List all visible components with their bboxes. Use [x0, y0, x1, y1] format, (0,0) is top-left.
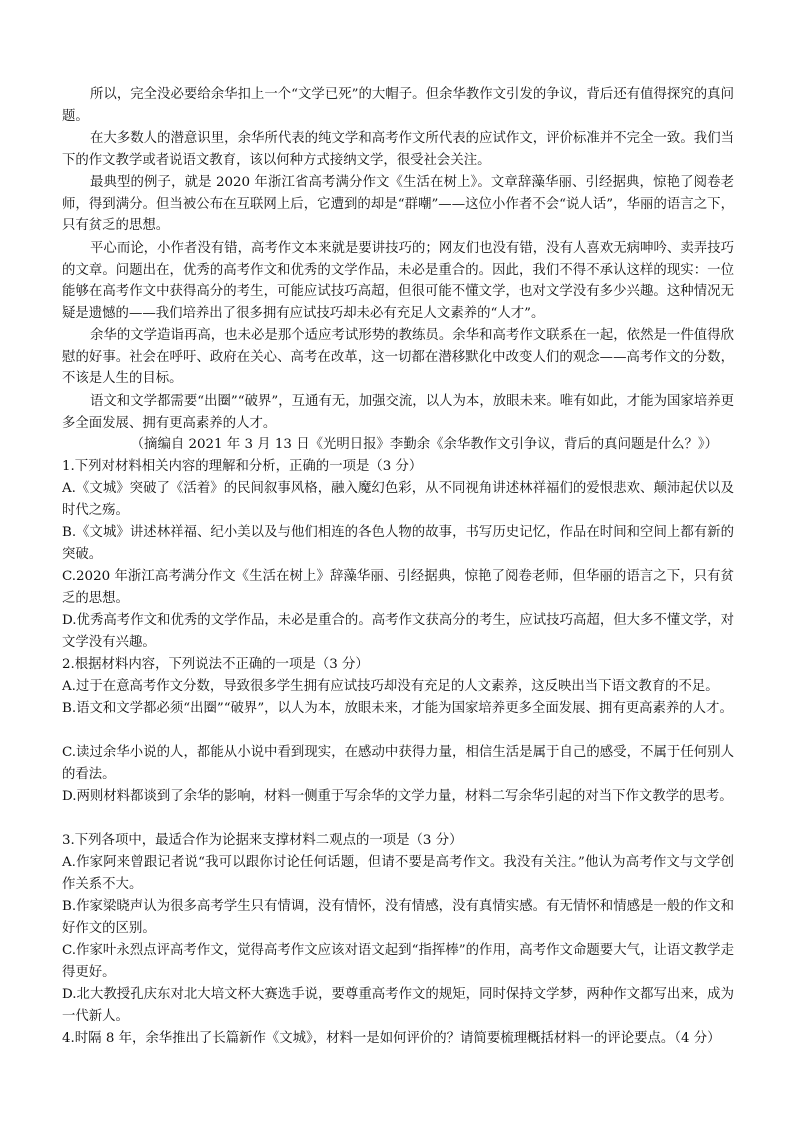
passage-paragraph-2: 在大多数人的潜意识里，余华所代表的纯文学和高考作文所代表的应试作文，评价标准并不完全一致。我们当下的作文教学或者说语文教育，该以何种方式接纳文学，很受社会关注。	[62, 131, 734, 168]
question-2-stem: 2.根据材料内容，下列说法不正确的一项是（3 分）	[62, 657, 369, 672]
question-2-option-a: A.过于在意高考作文分数，导致很多学生拥有应试技巧却没有充足的人文素养，这反映出当下语文教育的不足。	[62, 679, 719, 694]
question-1-option-a: A.《文城》突破了《活着》的民间叙事风格，融入魔幻色彩，从不同视角讲述林祥福们的爱恨悲欢、颠沛起伏以及时代之殇。	[62, 481, 734, 518]
source-citation: （摘编自 2021 年 3 月 13 日《光明日报》李勤余《余华教作文引争议，背后的真问题是什么？》）	[130, 437, 718, 452]
question-3-option-a: A.作家阿来曾跟记者说“我可以跟你讨论任何话题，但请不要是高考作文。我没有关注。”他认为高考作文与文学创作关系不大。	[62, 855, 734, 892]
question-3-option-d: D.北大教授孔庆东对北大培文杯大赛选手说，要尊重高考作文的规矩，同时保持文学梦，两种作文都写出来，成为一代新人。	[62, 987, 734, 1024]
question-4-stem: 4.时隔 8 年，余华推出了长篇新作《文城》，材料一是如何评价的？请简要梳理概括材料一的评论要点。（4 分）	[62, 1031, 721, 1046]
passage-paragraph-3: 最典型的例子，就是 2020 年浙江省高考满分作文《生活在树上》。文章辞藻华丽、引经据典，惊艳了阅卷老师，得到满分。但当被公布在互联网上后，它遭到的却是“群嘲”——这位小作者不会“说人话”，华丽的语言之下，只有贫乏的思想。	[62, 175, 734, 234]
question-1-stem: 1.下列对材料相关内容的理解和分析，正确的一项是（3 分）	[62, 459, 423, 474]
question-1-option-d: D.优秀高考作文和优秀的文学作品，未必是重合的。高考作文获高分的考生，应试技巧高超，但大多不懂文学，对文学没有兴趣。	[62, 613, 734, 650]
question-2-option-b: B.语文和文学都必须“出圈”“破界”，以人为本，放眼未来，才能为国家培养更多全面发展、拥有更高素养的人才。	[62, 701, 733, 716]
passage-paragraph-4: 平心而论，小作者没有错，高考作文本来就是要讲技巧的；网友们也没有错，没有人喜欢无病呻吟、卖弄技巧的文章。问题出在，优秀的高考作文和优秀的文学作品，未必是重合的。因此，我们不得不承认这样的现实：一位能够在高考作文中获得高分的考生，可能应试技巧高超，但很可能不懂文学，也对文学没有多少兴趣。这种情况无疑是遗憾的——我们培养出了很多拥有应试技巧却未必有充足人文素养的“人才”。	[62, 241, 734, 321]
question-3-option-c: C.作家叶永烈点评高考作文，觉得高考作文应该对语文起到“指挥棒”的作用，高考作文命题要大气，让语文教学走得更好。	[62, 943, 734, 980]
question-2-option-c: C.读过余华小说的人，都能从小说中看到现实，在感动中获得力量，相信生活是属于自己的感受，不属于任何别人的看法。	[62, 745, 734, 782]
question-3-stem: 3.下列各项中，最适合作为论据来支撑材料二观点的一项是（3 分）	[62, 833, 463, 848]
question-1-option-c: C.2020 年浙江高考满分作文《生活在树上》辞藻华丽、引经据典，惊艳了阅卷老师，但华丽的语言之下，只有贫乏的思想。	[62, 569, 734, 606]
question-3-option-b: B.作家梁晓声认为很多高考学生只有情调，没有情怀，没有情感，没有真情实感。有无情怀和情感是一般的作文和好作文的区别。	[62, 899, 734, 936]
question-1-option-b: B.《文城》讲述林祥福、纪小美以及与他们相连的各色人物的故事，书写历史记忆，作品在时间和空间上都有新的突破。	[62, 525, 734, 562]
passage-paragraph-1: 所以，完全没必要给余华扣上一个“文学已死”的大帽子。但余华教作文引发的争议，背后还有值得探究的真问题。	[62, 87, 734, 124]
question-2-option-d: D.两则材料都谈到了余华的影响，材料一侧重于写余华的文学力量，材料二写余华引起的对当下作文教学的思考。	[62, 789, 733, 804]
passage-paragraph-6: 语文和文学都需要“出圈”“破界”，互通有无，加强交流，以人为本，放眼未来。唯有如此，才能为国家培养更多全面发展、拥有更高素养的人才。	[62, 394, 734, 431]
passage-paragraph-5: 余华的文学造诣再高，也未必是那个适应考试形势的教练员。余华和高考作文联系在一起，依然是一件值得欣慰的好事。社会在呼吁、政府在关心、高考在改革，这一切都在潜移默化中改变人们的观念——高考作文的分数，不该是人生的目标。	[62, 328, 734, 387]
